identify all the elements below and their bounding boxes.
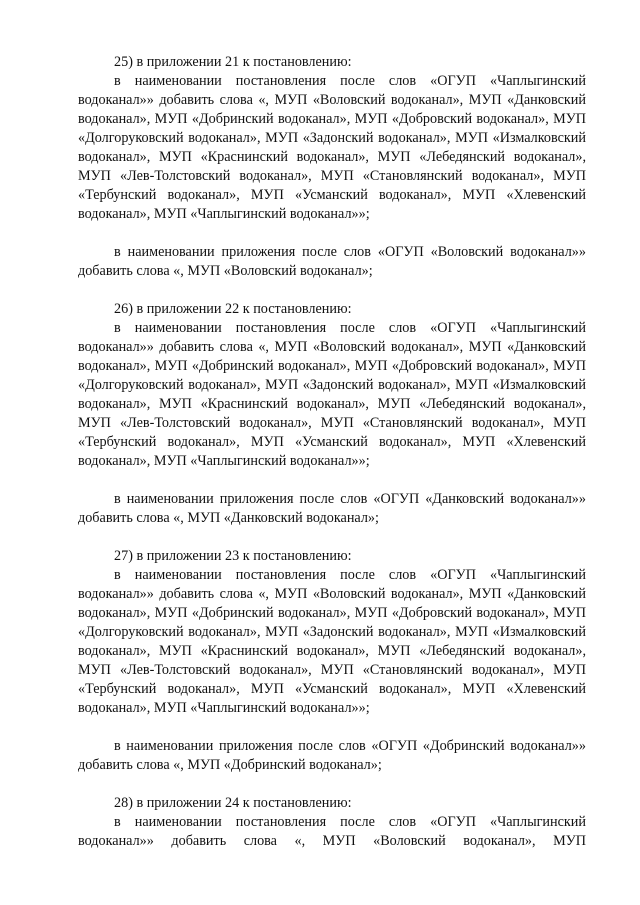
section-27-paragraph-2: в наименовании приложения после слов «ОГУП «Добринский водоканал»» добавить слова «, МУП «Добринский водоканал»; bbox=[78, 738, 586, 773]
paragraph-spacer bbox=[78, 281, 586, 300]
paragraph-spacer bbox=[78, 471, 586, 490]
section-26-paragraph-2: в наименовании приложения после слов «ОГУП «Данковский водоканал»» добавить слова «, МУП «Данковский водоканал»; bbox=[78, 491, 586, 526]
section-27-paragraph-1: в наименовании постановления после слов «ОГУП «Чаплыгинский водоканал»» добавить слова «, МУП «Воловский водоканал», МУП «Данковский водоканал», МУП «Добринский водоканал», МУП «Добровский водоканал», МУП «Долгоруковский водоканал», МУП «Задонский водоканал», МУП «Измалковский водоканал», МУП «Краснинский водоканал», МУП «Лебедянский водоканал», МУП «Лев-Толстовский водоканал», МУП «Становлянский водоканал», МУП «Тербунский водоканал», МУП «Усманский водоканал», МУП «Хлевенский водоканал», МУП «Чаплыгинский водоканал»»; bbox=[78, 567, 586, 716]
section-28-paragraph-1: в наименовании постановления после слов «ОГУП «Чаплыгинский водоканал»» добавить слова «, МУП «Воловский водоканал», МУП bbox=[78, 814, 586, 849]
section-heading-25: 25) в приложении 21 к постановлению: bbox=[114, 54, 352, 70]
section-heading-26: 26) в приложении 22 к постановлению: bbox=[114, 301, 352, 317]
section-25-paragraph-1: в наименовании постановления после слов «ОГУП «Чаплыгинский водоканал»» добавить слова «, МУП «Воловский водоканал», МУП «Данковский водоканал», МУП «Добринский водоканал», МУП «Добровский водоканал», МУП «Долгоруковский водоканал», МУП «Задонский водоканал», МУП «Измалковский водоканал», МУП «Краснинский водоканал», МУП «Лебедянский водоканал», МУП «Лев-Толстовский водоканал», МУП «Становлянский водоканал», МУП «Тербунский водоканал», МУП «Усманский водоканал», МУП «Хлевенский водоканал», МУП «Чаплыгинский водоканал»»; bbox=[78, 73, 586, 222]
section-heading-28: 28) в приложении 24 к постановлению: bbox=[114, 795, 352, 811]
document-page bbox=[78, 53, 586, 851]
section-26-paragraph-1: в наименовании постановления после слов «ОГУП «Чаплыгинский водоканал»» добавить слова «, МУП «Воловский водоканал», МУП «Данковский водоканал», МУП «Добринский водоканал», МУП «Добровский водоканал», МУП «Долгоруковский водоканал», МУП «Задонский водоканал», МУП «Измалковский водоканал», МУП «Краснинский водоканал», МУП «Лебедянский водоканал», МУП «Лев-Толстовский водоканал», МУП «Становлянский водоканал», МУП «Тербунский водоканал», МУП «Усманский водоканал», МУП «Хлевенский водоканал», МУП «Чаплыгинский водоканал»»; bbox=[78, 320, 586, 469]
section-heading-27: 27) в приложении 23 к постановлению: bbox=[114, 548, 352, 564]
section-25-paragraph-2: в наименовании приложения после слов «ОГУП «Воловский водоканал»» добавить слова «, МУП «Воловский водоканал»; bbox=[78, 244, 586, 279]
paragraph-spacer bbox=[78, 224, 586, 243]
paragraph-spacer bbox=[78, 528, 586, 547]
paragraph-spacer bbox=[78, 775, 586, 794]
paragraph-spacer bbox=[78, 718, 586, 737]
